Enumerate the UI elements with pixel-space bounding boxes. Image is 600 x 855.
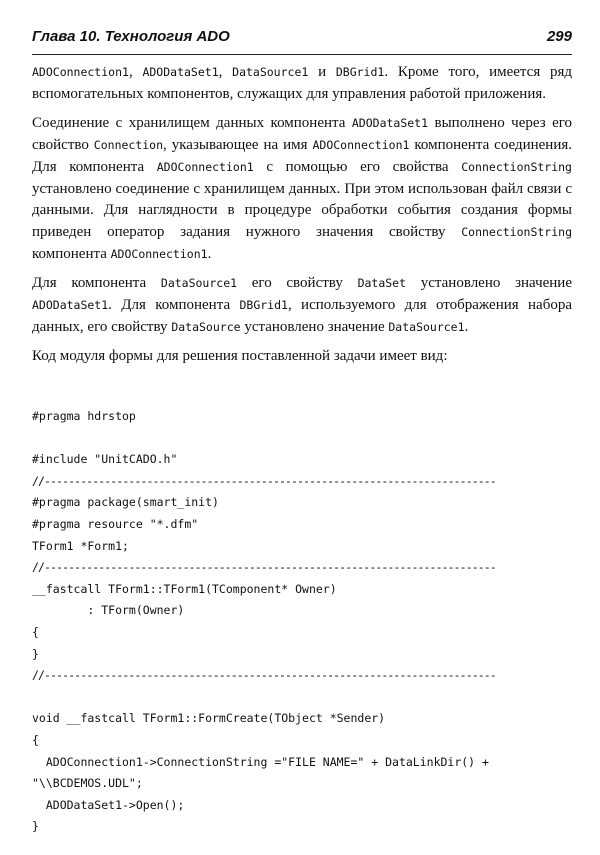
- text-run: выполнено через его свойство: [32, 115, 573, 154]
- code-line: {: [32, 732, 39, 747]
- code-line: #pragma resource "*.dfm": [32, 516, 199, 531]
- code-line: ADOConnection1->ConnectionString ="FILE NAME=" + DataLinkDir() +: [32, 754, 489, 769]
- text-run: , используемого для отображения набора данных, его свойству: [32, 297, 572, 335]
- text-run: компонента соединения. Для компонента: [32, 137, 573, 175]
- text-run: , указывающее на имя: [163, 137, 313, 154]
- paragraph: [32, 346, 572, 368]
- code-line: : TForm(Owner): [32, 603, 185, 618]
- running-header: [32, 26, 572, 55]
- code-separator: //---------------------------------------------------------------------------: [32, 668, 496, 683]
- code-identifier: DBGrid1: [239, 298, 288, 313]
- code-line: [32, 428, 572, 450]
- code-identifier: ADODataSet1: [142, 65, 219, 79]
- code-line: {: [32, 624, 39, 639]
- text-run: . Кроме того, имеется ряд вспомогательных компонентов, служащих для управления работой приложения.: [32, 64, 573, 102]
- code-identifier: DataSource1: [232, 65, 309, 79]
- code-line: }: [32, 646, 39, 661]
- code-identifier: DataSet: [357, 276, 407, 291]
- code-identifier: ADOConnection1: [156, 159, 254, 174]
- code-identifier: DataSource1: [160, 276, 238, 291]
- chapter-title: Глава 10. Технология ADO: [32, 28, 230, 45]
- code-identifier: ADOConnection1: [312, 138, 410, 153]
- body-text: [32, 62, 572, 374]
- text-run: .: [464, 318, 469, 335]
- text-run: Для компонента: [32, 275, 161, 292]
- code-line: TForm1 *Form1;: [32, 538, 129, 553]
- text-run: установлено значение: [406, 275, 572, 292]
- code-identifier: ADOConnection1: [110, 246, 208, 261]
- code-line: "\\BCDEMOS.UDL";: [32, 776, 143, 791]
- code-identifier: ConnectionString: [461, 224, 572, 239]
- text-run: ,: [128, 64, 143, 80]
- text-run: компонента: [32, 245, 111, 262]
- paragraph: [32, 273, 572, 338]
- text-run: Соединение с хранилищем данных компонента: [32, 115, 352, 132]
- paragraph: [32, 113, 572, 265]
- text-run: ,: [218, 64, 233, 80]
- code-identifier: ADODataSet1: [351, 116, 429, 131]
- code-identifier: ConnectionString: [461, 159, 572, 174]
- page-number: 299: [546, 28, 572, 45]
- code-line: }: [32, 819, 39, 834]
- text-run: его свойству: [237, 275, 358, 292]
- code-identifier: Connection: [93, 138, 164, 153]
- code-line: [32, 687, 572, 709]
- code-identifier: ADODataSet1: [32, 298, 109, 313]
- paragraph: [32, 62, 572, 105]
- code-identifier: DataSource: [171, 319, 241, 334]
- code-line: #pragma hdrstop: [32, 409, 136, 423]
- code-identifier: ADOConnection1: [32, 65, 129, 79]
- text-run: установлено соединение с хранилищем данных. При этом использован файл связи с данными. Для наглядности в процедуре обработки события создания формы приведен оператор задания нужного значения свойству: [32, 180, 572, 240]
- code-separator: //---------------------------------------------------------------------------: [32, 473, 496, 488]
- code-identifier: DBGrid1: [335, 65, 385, 79]
- code-line: void __fastcall TForm1::FormCreate(TObject *Sender): [32, 711, 386, 726]
- text-run: и: [308, 64, 336, 80]
- code-line: #pragma package(smart_init): [32, 495, 219, 510]
- text-run: с помощью его свойства: [253, 158, 462, 175]
- text-run: установлено значение: [240, 318, 389, 335]
- text-run: . Для компонента: [108, 297, 240, 314]
- code-line: ADODataSet1->Open();: [32, 797, 185, 812]
- code-line: __fastcall TForm1::TForm1(TComponent* Owner): [32, 581, 337, 596]
- code-identifier: DataSource1: [388, 319, 465, 334]
- code-listing: [32, 406, 572, 838]
- code-line: #include "UnitCADO.h": [32, 452, 178, 467]
- text-run: Код модуля формы для решения поставленной задачи имеет вид:: [32, 348, 448, 365]
- code-separator: //---------------------------------------------------------------------------: [32, 560, 496, 575]
- text-run: .: [207, 245, 212, 262]
